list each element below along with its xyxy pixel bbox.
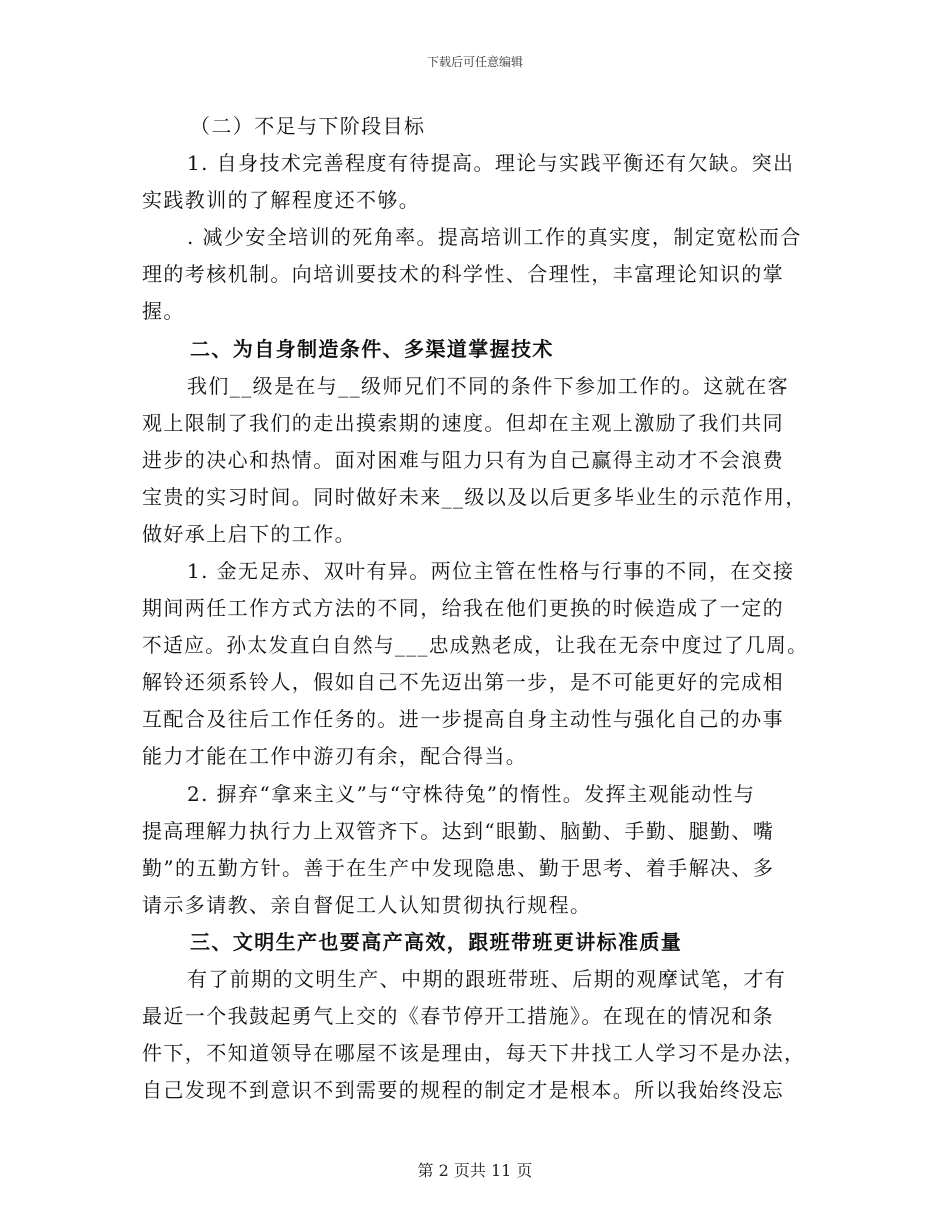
paragraph-line: 勤”的五勤方针。善于在生产中发现隐患、勤于思考、着手解决、多 [142, 856, 775, 880]
paragraph-line: 我们__级是在与__级师兄们不同的条件下参加工作的。这就在客 [187, 374, 789, 398]
paragraph-line: 自己发现不到意识不到需要的规程的制定才是根本。所以我始终没忘 [142, 1078, 784, 1102]
page-footer: 第 2 页共 11 页 [417, 1161, 533, 1180]
paragraph-line: 请示多请教、亲自督促工人认知贯彻执行规程。 [142, 893, 592, 917]
subsection-heading: （二）不足与下阶段目标 [190, 114, 426, 138]
section-heading: 三、文明生产也要高产高效，跟班带班更讲标准质量 [190, 930, 683, 954]
paragraph-line: 不适应。孙太发直白自然与___忠成熟老成，让我在无奈中度过了几周。 [142, 633, 809, 657]
paragraph-line: 1. 自身技术完善程度有待提高。理论与实践平衡还有欠缺。突出 [187, 151, 795, 175]
paragraph-line: 期间两任工作方式方法的不同，给我在他们更换的时候造成了一定的 [142, 596, 784, 620]
paragraph-line: 握。 [142, 299, 185, 323]
section-heading: 二、为自身制造条件、多渠道掌握技术 [190, 337, 554, 361]
paragraph-line: 有了前期的文明生产、中期的跟班带班、后期的观摩试笔，才有 [187, 967, 787, 991]
paragraph-line: 最近一个我鼓起勇气上交的《春节停开工措施》。在现在的情况和条 [142, 1004, 774, 1028]
paragraph-line: 提高理解力执行力上双管齐下。达到“眼勤、脑勤、手勤、腿勤、嘴 [142, 819, 775, 843]
paragraph-line: 观上限制了我们的走出摸索期的速度。但却在主观上激励了我们共同 [142, 411, 784, 435]
paragraph-line: 实践教训的了解程度还不够。 [142, 188, 421, 212]
page-header: 下载后可任意编辑 [426, 55, 523, 69]
paragraph-line: 1. 金无足赤、双叶有异。两位主管在性格与行事的不同，在交接 [187, 559, 795, 583]
paragraph-line: 进步的决心和热情。面对困难与阻力只有为自己赢得主动才不会浪费 [142, 448, 784, 472]
paragraph-line: 2. 摒弃“拿来主义”与“守株待兔”的惰性。发挥主观能动性与 [187, 782, 756, 806]
paragraph-line: 件下，不知道领导在哪屋不该是理由，每天下井找工人学习不是办法， [142, 1041, 806, 1065]
paragraph-line: 宝贵的实习时间。同时做好未来__级以及以后更多毕业生的示范作用， [142, 485, 807, 509]
paragraph-line: 解铃还须系铃人，假如自己不先迈出第一步，是不可能更好的完成相 [142, 670, 784, 694]
paragraph-line: 理的考核机制。向培训要技术的科学性、合理性，丰富理论知识的掌 [142, 262, 784, 286]
paragraph-line: 能力才能在工作中游刃有余，配合得当。 [142, 744, 528, 768]
paragraph-line: 做好承上启下的工作。 [142, 522, 356, 546]
paragraph-line: 互配合及往后工作任务的。进一步提高自身主动性与强化自己的办事 [142, 707, 784, 731]
paragraph-line: . 减少安全培训的死角率。提高培训工作的真实度，制定宽松而合 [187, 225, 802, 249]
